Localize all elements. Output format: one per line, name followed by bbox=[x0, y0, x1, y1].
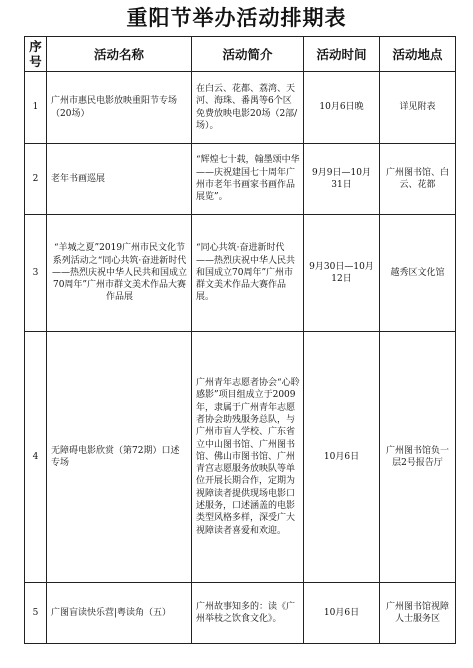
cell-place: 广州图书馆负一层2号报告厅 bbox=[380, 332, 456, 583]
header-activity-place: 活动地点 bbox=[380, 37, 456, 72]
page-title: 重阳节举办活动排期表 bbox=[126, 6, 347, 30]
cell-place: 详见附表 bbox=[380, 72, 456, 144]
cell-place: 广州图书馆、白云、花都 bbox=[380, 144, 456, 215]
header-activity-name: 活动名称 bbox=[47, 37, 192, 72]
cell-time: 9月9日—10月31日 bbox=[304, 144, 380, 215]
cell-name: 老年书画巡展 bbox=[47, 144, 192, 215]
cell-intro: “同心共筑·奋进新时代——热烈庆祝中华人民共和国成立70周年”广州市群文美术作品大赛作品展。 bbox=[192, 215, 304, 332]
header-activity-time: 活动时间 bbox=[304, 37, 380, 72]
cell-seq: 3 bbox=[25, 215, 47, 332]
header-activity-intro: 活动简介 bbox=[192, 37, 304, 72]
cell-intro: 在白云、花都、荔湾、天河、海珠、番禺等6个区免费放映电影20场（2部/场）。 bbox=[192, 72, 304, 144]
table-row bbox=[25, 583, 456, 644]
cell-seq: 5 bbox=[25, 583, 47, 644]
table-row bbox=[25, 332, 456, 583]
table-row bbox=[25, 72, 456, 144]
table-row bbox=[25, 215, 456, 332]
cell-time: 9月30日—10月12日 bbox=[304, 215, 380, 332]
cell-intro: “辉煌七十载，翰墨颂中华——庆祝建国七十周年广州市老年书画家书画作品展览”。 bbox=[192, 144, 304, 215]
cell-seq: 2 bbox=[25, 144, 47, 215]
cell-name: 广州市惠民电影放映重阳节专场（20场） bbox=[47, 72, 192, 144]
table-header-row bbox=[25, 37, 456, 72]
cell-time: 10月6日 bbox=[304, 332, 380, 583]
cell-place: 广州图书馆视障人士服务区 bbox=[380, 583, 456, 644]
schedule-table bbox=[24, 36, 456, 644]
header-seq: 序号 bbox=[25, 37, 47, 72]
cell-intro: 广州故事知多的：读《广州举枝之饮食文化》。 bbox=[192, 583, 304, 644]
cell-seq: 1 bbox=[25, 72, 47, 144]
cell-place: 越秀区文化馆 bbox=[380, 215, 456, 332]
cell-time: 10月6日晚 bbox=[304, 72, 380, 144]
cell-time: 10月6日 bbox=[304, 583, 380, 644]
cell-name: 广图盲读快乐营|粤读角（五） bbox=[47, 583, 192, 644]
table-row bbox=[25, 144, 456, 215]
cell-intro: 广州青年志愿者协会“心聆感影”项目组成立于2009年，隶属于广州青年志愿者协会助残服务总队，与广州市盲人学校、广东省立中山图书馆、广州图书馆、佛山市图书馆、广州青宫志愿服务放映队等单位开展长期合作，定期为视障读者提供现场电影口述服务，口述涵盖的电影类型风格多样，深受广大视障读者喜爱和欢迎。 bbox=[192, 332, 304, 583]
cell-name: “羊城之夏”2019广州市民文化节系列活动之“同心共筑·奋进新时代——热烈庆祝中华人民共和国成立70周年”广州市群文美术作品大赛作品展 bbox=[47, 215, 192, 332]
cell-name: 无障碍电影欣赏（第72期）口述专场 bbox=[47, 332, 192, 583]
cell-seq: 4 bbox=[25, 332, 47, 583]
